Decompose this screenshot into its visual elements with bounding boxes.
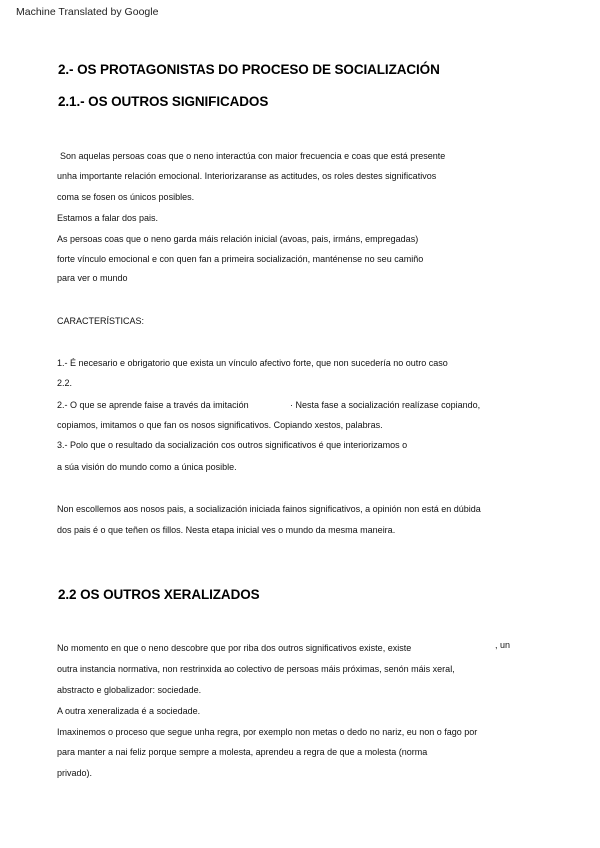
paragraph-line: Son aquelas persoas coas que o neno interactúa con maior frecuencia e coas que está presente [60, 151, 446, 161]
paragraph-line: para manter a nai feliz porque sempre a molesta, aprendeu a regra de que a molesta (norma [57, 747, 428, 757]
point-line: 1.- É necesario e obrigatorio que exista un vínculo afectivo forte, que non sucedería no outro caso [57, 358, 448, 368]
paragraph-line: para ver o mundo [57, 273, 128, 283]
paragraph-line: coma se fosen os únicos posibles. [57, 192, 195, 202]
paragraph-line: Imaxinemos o proceso que segue unha regra, por exemplo non metas o dedo no nariz, eu non o fago por [57, 727, 478, 737]
caracteristicas-label: CARACTERÍSTICAS: [57, 316, 145, 326]
paragraph-line: Estamos a falar dos pais. [57, 213, 159, 223]
paragraph-line-tail: , un [495, 640, 511, 650]
point-line: 2.2. [57, 378, 73, 388]
paragraph-line: As persoas coas que o neno garda máis relación inicial (avoas, pais, irmáns, empregadas) [57, 234, 419, 244]
subheading-outros-xeralizados: 2.2 OS OUTROS XERALIZADOS [58, 587, 260, 602]
paragraph-line: Non escollemos aos nosos pais, a socialización iniciada fainos significativos, a opinión non está en dúbida [57, 504, 481, 514]
paragraph-line: dos pais é o que teñen os fillos. Nesta etapa inicial ves o mundo da mesma maneira. [57, 525, 396, 535]
subheading-outros-significados: 2.1.- OS OUTROS SIGNIFICADOS [58, 94, 269, 109]
paragraph-line: abstracto e globalizador: sociedade. [57, 685, 202, 695]
main-heading: 2.- OS PROTAGONISTAS DO PROCESO DE SOCIALIZACIÓN [58, 62, 440, 77]
point-line: 2.- O que se aprende faise a través da imitación [57, 400, 249, 410]
paragraph-line: privado). [57, 768, 93, 778]
paragraph-line: No momento en que o neno descobre que por riba dos outros significativos existe, existe [57, 643, 412, 653]
paragraph-line: outra instancia normativa, non restrinxida ao colectivo de persoas máis próximas, senón máis xeral, [57, 664, 455, 674]
point-line: 3.- Polo que o resultado da socialización cos outros significativos é que interiorizamos o [57, 440, 408, 450]
point-line: a súa visión do mundo como a única posible. [57, 462, 237, 472]
paragraph-line: unha importante relación emocional. Interiorizaranse as actitudes, os roles destes significativos [57, 171, 437, 181]
paragraph-line: A outra xeneralizada é a sociedade. [57, 706, 201, 716]
machine-translation-banner: Machine Translated by Google [16, 6, 159, 18]
paragraph-line: forte vínculo emocional e con quen fan a primeira socialización, manténense no seu camiño [57, 254, 424, 264]
point-line: · Nesta fase a socialización realízase copiando, [290, 400, 481, 410]
point-line: copiamos, imitamos o que fan os nosos significativos. Copiando xestos, palabras. [57, 420, 383, 430]
